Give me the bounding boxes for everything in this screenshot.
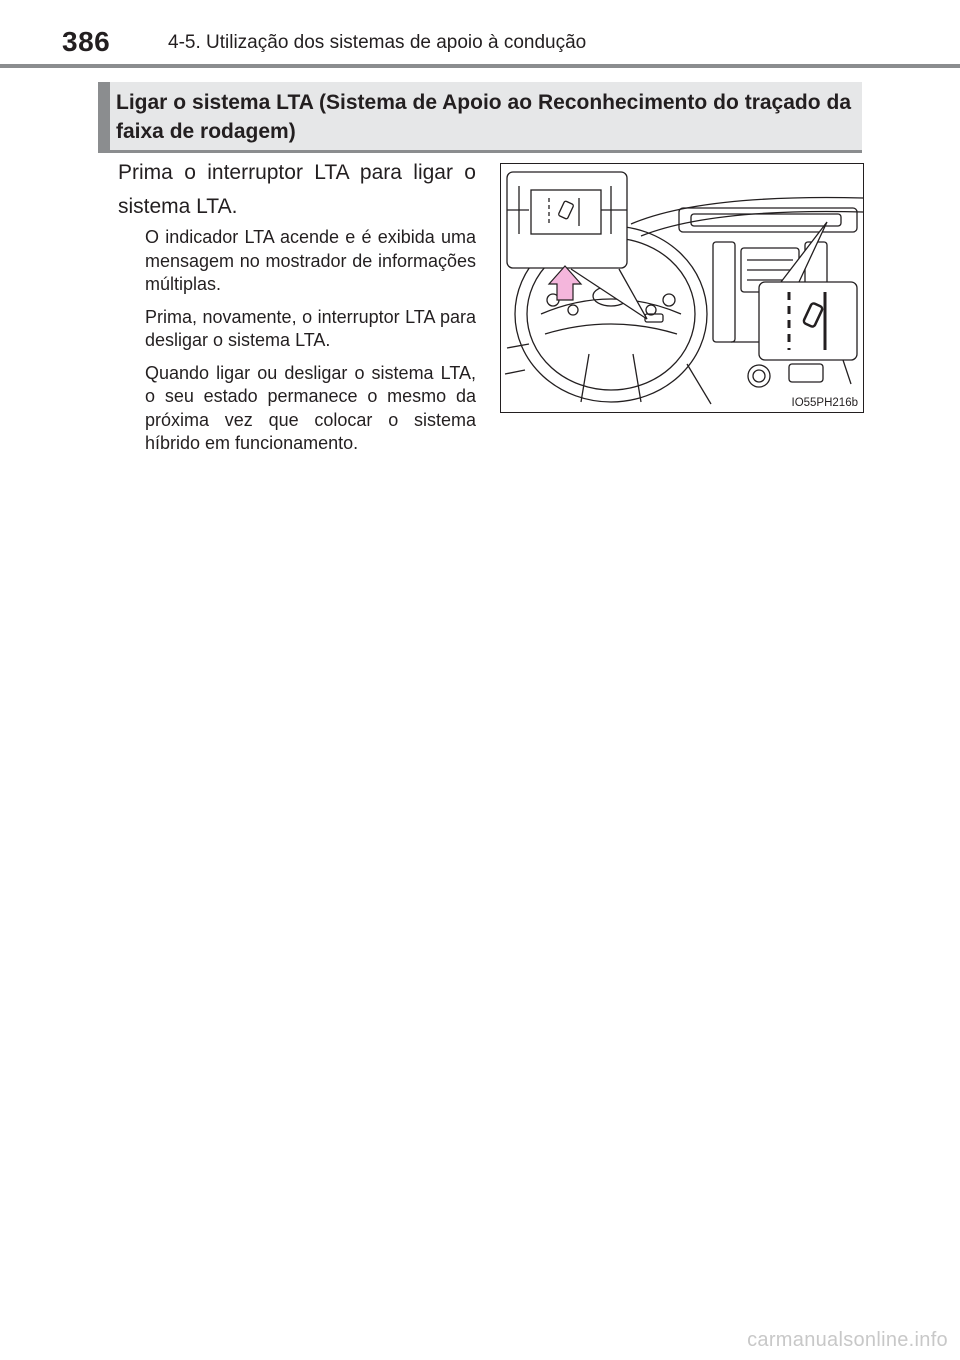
section-title-box: [98, 82, 862, 153]
note-state-memory: Quando ligar ou desligar o sistema LTA, o seu estado permanece o mesmo da próxima vez que colocar o sistema híbrido em funcionamento.: [145, 362, 476, 453]
note-indicator: O indicador LTA acende e é exibida uma mensagem no mostrador de informações múltiplas.: [145, 227, 476, 294]
step-text: Prima o interruptor LTA para ligar o sistema LTA.: [118, 161, 476, 218]
section-title-bar: [98, 82, 110, 153]
notes-list: [145, 226, 476, 465]
dashboard-illustration: [500, 163, 864, 413]
watermark: carmanualsonline.info: [747, 1329, 948, 1351]
header-rule: [0, 64, 960, 68]
page-number: 386: [62, 26, 111, 57]
running-head: 4-5. Utilização dos sistemas de apoio à condução: [168, 32, 587, 53]
dashboard-drawing: [501, 164, 863, 412]
figure-code: IO55PH216b: [791, 397, 858, 409]
note-switch-off: Prima, novamente, o interruptor LTA para desligar o sistema LTA.: [145, 306, 476, 350]
section-title: Ligar o sistema LTA (Sistema de Apoio ao Reconhecimento do traçado da faixa de rodagem): [116, 91, 851, 143]
